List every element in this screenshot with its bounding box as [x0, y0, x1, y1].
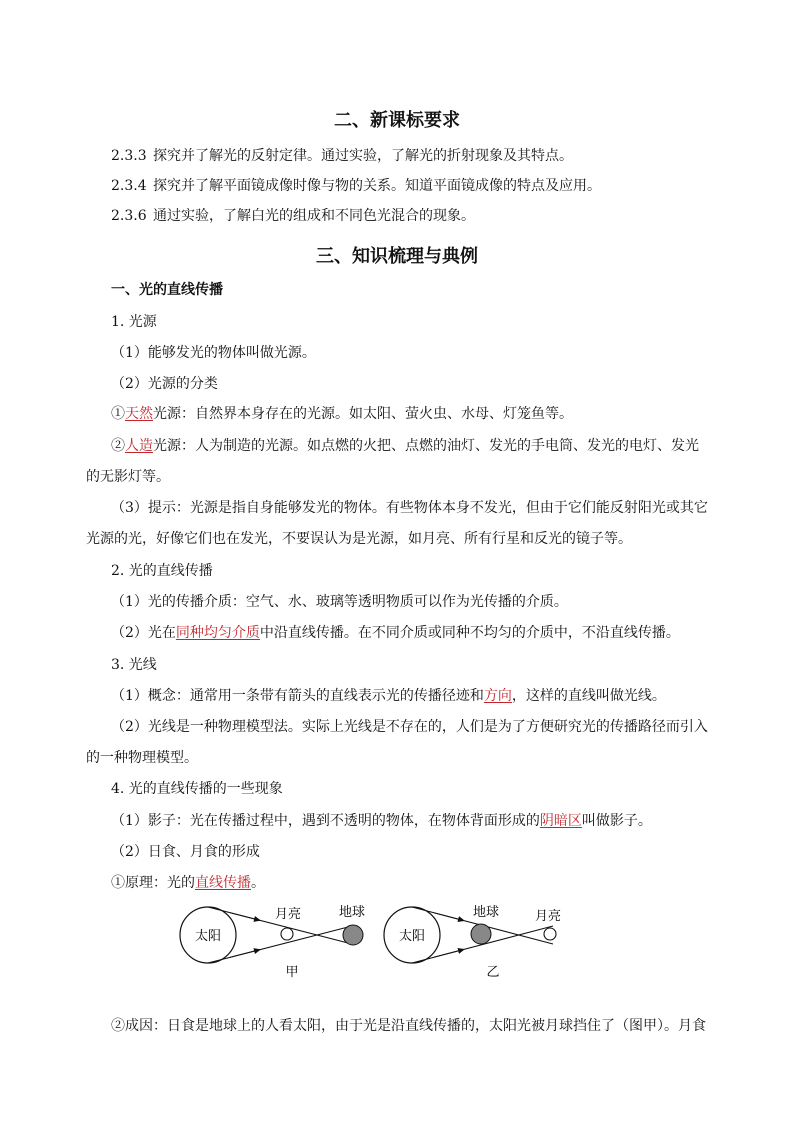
key-term: 阴暗区 — [539, 813, 582, 829]
section-title: 一、光的直线传播 — [111, 282, 223, 298]
key-term: 直线传播 — [195, 875, 251, 891]
standard-item — [111, 177, 601, 195]
topic-title: 4. 光的直线传播的一些现象 — [111, 781, 283, 797]
paragraph: （1）光的传播介质：空气、水、玻璃等透明物质可以作为光传播的介质。 — [111, 594, 568, 610]
paragraph — [111, 874, 265, 892]
standard-code: 2.3.4 — [111, 178, 147, 194]
standard-code: 2.3.6 — [111, 208, 147, 224]
earth-label: 地球 — [472, 905, 500, 920]
paragraph-continuation: 的一种物理模型。 — [86, 750, 198, 766]
moon-circle — [544, 928, 556, 940]
arrow-icon — [434, 913, 464, 921]
key-term: 同种均匀介质 — [175, 625, 260, 641]
text: ，这样的直线叫做光线。 — [511, 688, 666, 704]
diagram-lunar-eclipse — [384, 904, 561, 980]
key-term: 方向 — [483, 688, 512, 704]
standard-text: 探究并了解平面镜成像时像与物的关系。知道平面镜成像的特点及应用。 — [153, 178, 601, 194]
heading-new-curriculum: 二、新课标要求 — [334, 110, 460, 131]
text: （1）影子：光在传播过程中，遇到不透明的物体，在物体背面形成的 — [111, 813, 540, 829]
paragraph — [111, 624, 680, 642]
paragraph: （2）光源的分类 — [111, 376, 218, 392]
figure-caption: 甲 — [285, 965, 299, 980]
arrow-icon — [230, 913, 260, 921]
standard-code: 2.3.3 — [111, 148, 147, 164]
paragraph: ②成因：日食是地球上的人看太阳，由于光是沿直线传播的，太阳光被月球挡住了（图甲）。月食 — [111, 1018, 706, 1034]
heading-knowledge: 三、知识梳理与典例 — [316, 246, 478, 267]
list-marker: ② — [111, 438, 125, 454]
eclipse-diagram — [170, 898, 590, 983]
earth-circle — [343, 925, 363, 945]
text: 。 — [251, 875, 265, 891]
paragraph: （2）日食、月食的形成 — [111, 844, 260, 860]
diagram-solar-eclipse — [180, 904, 365, 980]
text: ①原理：光的 — [111, 875, 195, 891]
paragraph — [111, 687, 666, 705]
topic-title: 3. 光线 — [111, 657, 157, 673]
paragraph — [111, 405, 573, 423]
moon-circle — [281, 928, 293, 940]
paragraph-continuation: 光源的光，好像它们也在发光，不要误认为是光源，如月亮、所有行星和反光的镜子等。 — [86, 531, 632, 547]
paragraph: （3）提示：光源是指自身能够发光的物体。有些物体本身不发光，但由于它们能反射阳光或其它 — [111, 500, 708, 516]
text: 叫做影子。 — [581, 813, 652, 829]
arrow-icon — [434, 949, 464, 957]
standard-text: 通过实验，了解白光的组成和不同色光混合的现象。 — [153, 208, 475, 224]
earth-label: 地球 — [338, 905, 366, 920]
topic-title: 1. 光源 — [111, 314, 157, 330]
earth-circle — [471, 924, 491, 944]
topic-title: 2. 光的直线传播 — [111, 563, 213, 579]
moon-label: 月亮 — [534, 909, 562, 924]
text: （2）光在 — [111, 625, 176, 641]
text: 光源：自然界本身存在的光源。如太阳、萤火虫、水母、灯笼鱼等。 — [153, 406, 573, 422]
text: （1）概念：通常用一条带有箭头的直线表示光的传播径迹和 — [111, 688, 484, 704]
moon-label: 月亮 — [274, 907, 302, 922]
list-marker: ① — [111, 406, 125, 422]
standard-text: 探究并了解光的反射定律。通过实验，了解光的折射现象及其特点。 — [153, 148, 573, 164]
paragraph-continuation: 的无影灯等。 — [86, 469, 170, 485]
key-term: 天然 — [125, 406, 153, 422]
sun-label: 太阳 — [398, 929, 426, 944]
text: 中沿直线传播。在不同介质或同种不均匀的介质中，不沿直线传播。 — [259, 625, 680, 641]
figure-caption: 乙 — [486, 965, 500, 980]
paragraph — [111, 437, 699, 455]
paragraph — [111, 812, 652, 830]
standard-item — [111, 207, 475, 225]
paragraph: （1）能够发光的物体叫做光源。 — [111, 345, 316, 361]
sun-label: 太阳 — [194, 929, 222, 944]
key-term: 人造 — [125, 438, 153, 454]
standard-item — [111, 147, 573, 165]
paragraph: （2）光线是一种物理模型法。实际上光线是不存在的，人们是为了方便研究光的传播路径而引入 — [111, 719, 708, 735]
arrow-icon — [230, 950, 260, 958]
text: 光源：人为制造的光源。如点燃的火把、点燃的油灯、发光的手电筒、发光的电灯、发光 — [153, 438, 699, 454]
